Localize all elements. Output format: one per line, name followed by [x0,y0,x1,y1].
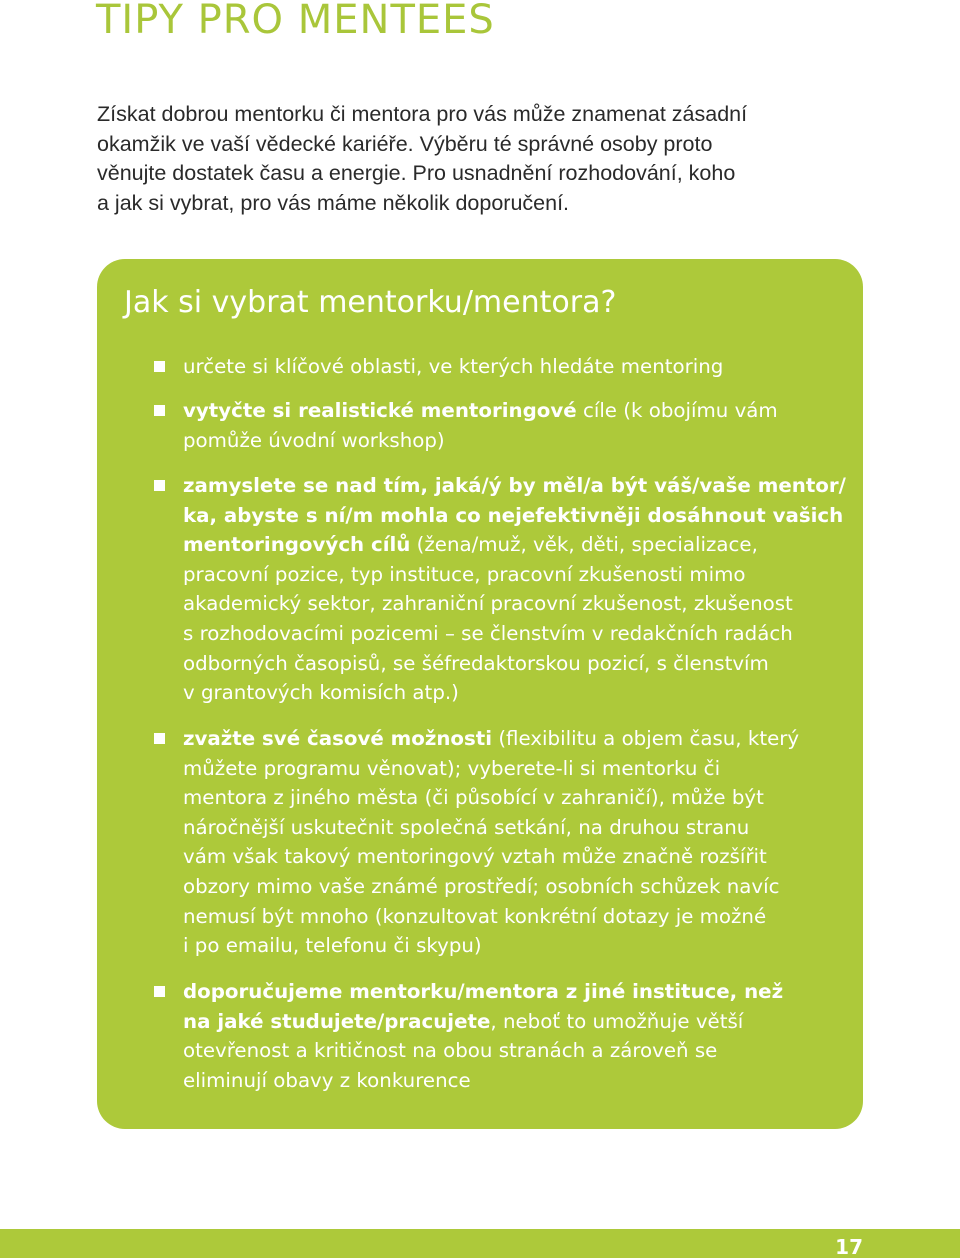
tip-line: odborných časopisů, se šéfredaktorskou pozicí, s členstvím [183,651,769,675]
tip-line: náročnější uskutečnit společná setkání, na druhou stranu [183,815,750,839]
page-number: 17 [835,1235,863,1259]
intro-line: a jak si vybrat, pro vás máme několik doporučení. [97,190,570,215]
page-title: TIPY PRO MENTEES [96,0,495,43]
intro-paragraph [97,100,857,218]
tip-line: pracovní pozice, typ instituce, pracovní zkušenosti mimo [183,562,746,586]
square-bullet-icon [154,361,165,372]
tip-line: i po emailu, telefonu či skypu) [183,934,482,958]
square-bullet-icon [154,733,165,744]
tip-item [154,724,854,961]
tip-line: ka, abyste s ní/m mohla co nejefektivněji dosáhnout vašich [183,503,844,527]
tip-line: eliminují obavy z konkurence [183,1068,471,1092]
tip-item [154,396,854,455]
tip-line: zvažte své časové možnosti (flexibilitu a objem času, který [183,727,800,750]
tip-line: mentoringových cílů (žena/muž, věk, děti, specializace, [183,533,758,557]
tip-line: určete si klíčové oblasti, ve kterých hledáte mentoring [183,355,724,378]
tip-item [154,352,854,382]
tip-line: můžete programu věnovat); vyberete-li si mentorku či [183,756,721,780]
tip-line: akademický sektor, zahraniční pracovní zkušenost, zkušenost [183,592,793,616]
intro-line: věnujte dostatek času a energie. Pro usnadnění rozhodování, koho [97,161,736,186]
tip-item [154,471,854,708]
tip-line: na jaké studujete/pracujete, neboť to umožňuje větší [183,1009,744,1033]
footer-bar [0,1229,960,1258]
tip-line: vám však takový mentoringový vztah může značně rozšířit [183,845,767,869]
tip-line: doporučujeme mentorku/mentora z jiné instituce, než [183,980,784,1003]
tip-line: zamyslete se nad tím, jaká/ý by měl/a být váš/vaše mentor/ [183,474,846,497]
tip-line: otevřenost a kritičnost na obou stranách a zároveň se [183,1039,718,1063]
tip-line: v grantových komisích atp.) [183,681,459,705]
tips-box-title: Jak si vybrat mentorku/mentora? [124,285,617,320]
square-bullet-icon [154,480,165,491]
tip-line: pomůže úvodní workshop) [183,428,445,452]
tip-line: nemusí být mnoho (konzultovat konkrétní dotazy je možné [183,904,767,928]
tip-line: obzory mimo vaše známé prostředí; osobních schůzek navíc [183,874,780,898]
tip-item [154,977,854,1095]
square-bullet-icon [154,986,165,997]
intro-line: okamžik ve vaší vědecké kariéře. Výběru té správné osoby proto [97,131,713,156]
intro-line: Získat dobrou mentorku či mentora pro vás může znamenat zásadní [97,102,748,126]
tip-line: vytyčte si realistické mentoringové cíle (k obojímu vám [183,399,778,422]
tip-line: mentora z jiného města (či působící v zahraničí), může být [183,786,764,810]
tip-line: s rozhodovacími pozicemi – se členstvím v redakčních radách [183,621,793,645]
tips-box [97,259,863,1129]
square-bullet-icon [154,405,165,416]
